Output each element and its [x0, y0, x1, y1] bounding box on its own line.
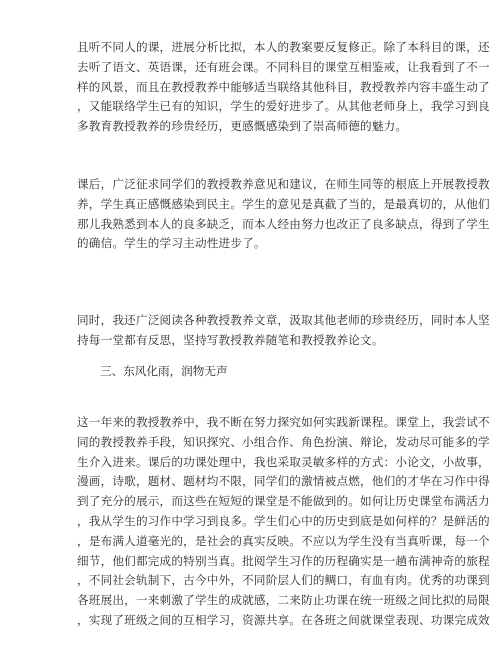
text-line: 多教育教授教养的珍贵经历，更感慨感染到了崇高师德的魅力。 — [77, 119, 408, 134]
text-line: ，实现了班级之间的互相学习，资源共享。在各班之间就课堂表现、功课完成效 — [77, 612, 490, 627]
text-line: 细节，他们都完成的特别当真。批阅学生习作的历程确实是一趟布满神奇的旅程 — [77, 553, 490, 568]
text-line: ，我从学生的习作中学习到良多。学生们心中的历史到底是如何样的？是鲜活的 — [77, 513, 490, 528]
text-line: ，是布满人道毫光的，是社会的真实反映。不应以为学生没有当真听课，每一个 — [77, 533, 490, 548]
text-line: 各班展出，一来刺激了学生的成就感，二来防止功课在统一班级之间比拟的局限 — [77, 593, 490, 608]
text-line: 且听不同人的课，进展分析比拟，本人的教案要反复修正。除了本科目的课，还 — [77, 40, 490, 54]
text-line: ，又能联络学生已有的知识，学生的爱好进步了。从其他老师身上，我学习到良 — [77, 99, 490, 114]
text-line: ，不同社会轨制下，古今中外，不同阶层人们的鲷口，有血有肉。优秀的功课到 — [77, 573, 490, 588]
paragraph-4 — [77, 413, 490, 631]
text-line: 的确信。学生的学习主动性进步了。 — [77, 236, 266, 251]
text-line: 同的教授教养手段，知识探究、小组合作、角色扮演、辩论，发动尽可能多的学 — [77, 434, 490, 449]
paragraph-1 — [77, 38, 490, 137]
paragraph-2 — [77, 175, 490, 254]
text-line: 到了充分的展示，而这些在短短的课堂是不能做到的。如何让历史课堂布满活力 — [77, 494, 490, 509]
paragraph-3 — [77, 311, 490, 351]
text-line: 持每一堂都有反思，坚持写教授教养随笔和教授教养论文。 — [77, 332, 384, 347]
text-line: 漫画，诗歌，题材、题材均不限，同学们的激情被点燃，他们的才华在习作中得 — [77, 474, 490, 489]
text-line: 养，学生真正感慨感染到民主。学生的意见是真截了当的，是最真切的，从他们 — [77, 196, 490, 211]
text-line: 同时，我还广泛阅读各种教授教养文章，汲取其他老师的珍贵经历，同时本人坚 — [77, 313, 490, 327]
text-line: 生介入进来。课后的功课处理中，我也采取灵敏多样的方式：小论文，小故事， — [77, 454, 490, 469]
text-line: 课后，广泛征求同学们的教授教养意见和建议，在师生同等的根底上开展教授教 — [77, 177, 490, 191]
text-line: 去听了语文、英语课，还有班会课。不同科目的课堂互相鉴戒，让我看到了不一 — [77, 59, 490, 74]
text-line: 样的风景，而且在教授教养中能够适当联络其他科目，教授教养内容丰盛生动了 — [77, 79, 490, 94]
text-line: 那儿我熟悉到本人的良多缺乏，而本人经由努力也改正了良多缺点，得到了学生 — [77, 216, 490, 231]
text-line: 这一年来的教授教养中，我不断在努力探究如何实践新课程。课堂上，我尝试不 — [77, 415, 490, 429]
section-heading: 三、东风化雨，润物无声 — [100, 364, 228, 378]
